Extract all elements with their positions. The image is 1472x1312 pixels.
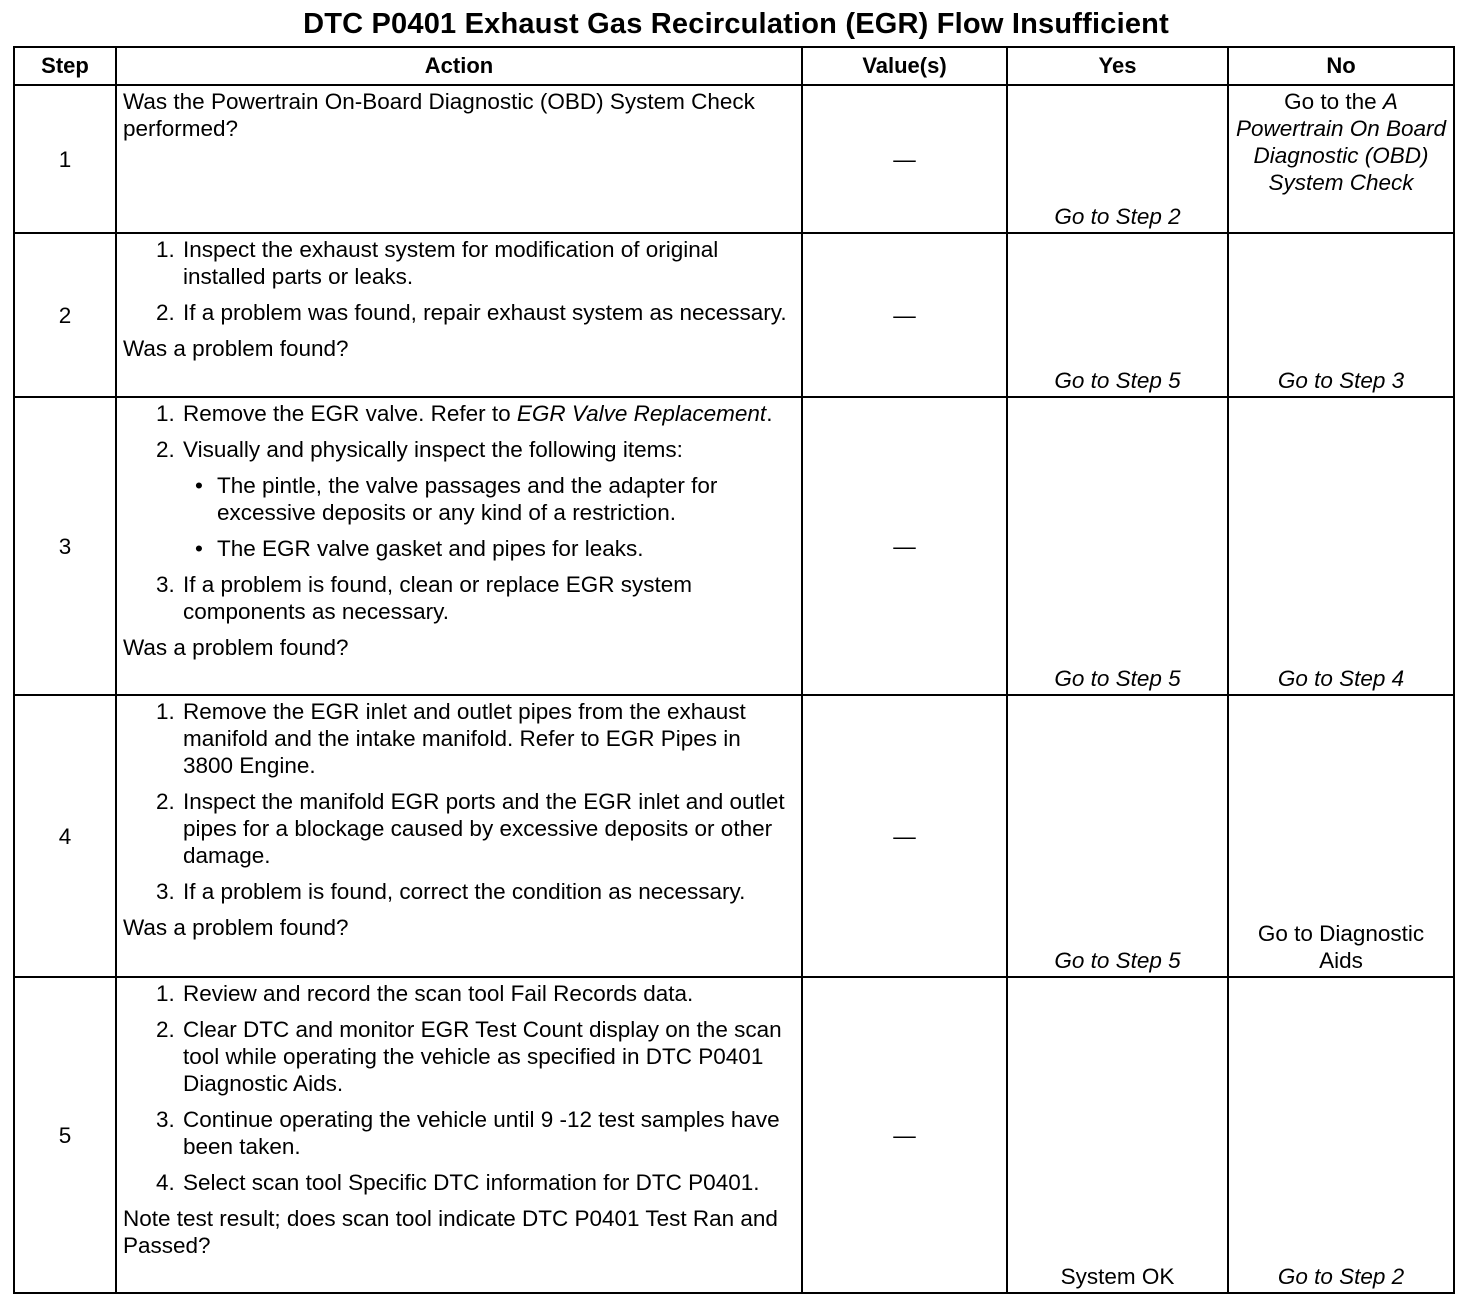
value-cell: — [802,397,1007,695]
bullet-item: • The EGR valve gasket and pipes for leaks. [217,535,795,562]
action-item: 2. If a problem was found, repair exhaust system as necessary. [181,299,795,326]
step-number: 1 [14,85,116,233]
yes-cell: Go to Step 5 [1007,695,1228,977]
table-row [14,85,1454,233]
step-number: 5 [14,977,116,1293]
action-text: Visually and physically inspect the following items: [183,437,683,462]
action-item: 3. If a problem is found, correct the condition as necessary. [181,878,795,905]
action-text: . [766,401,773,426]
action-item: 1. Inspect the exhaust system for modification of original installed parts or leaks. [181,236,795,290]
table-header-row [14,47,1454,85]
header-yes: Yes [1007,47,1228,85]
action-item [181,436,795,562]
page-title: DTC P0401 Exhaust Gas Recirculation (EGR) Flow Insufficient [303,8,1169,40]
action-item: 1. Remove the EGR inlet and outlet pipes from the exhaust manifold and the intake manifold. Refer to EGR Pipes in 3800 Engine. [181,698,795,779]
action-item: 2. Inspect the manifold EGR ports and the EGR inlet and outlet pipes for a blockage caused by excessive deposits or other damage. [181,788,795,869]
no-cell [1228,85,1454,233]
header-values: Value(s) [802,47,1007,85]
step-number: 4 [14,695,116,977]
bullet-list [183,472,795,562]
no-cell: Go to Step 3 [1228,233,1454,397]
action-list [123,236,795,326]
action-item: 4. Select scan tool Specific DTC information for DTC P0401. [181,1169,795,1196]
step-number: 2 [14,233,116,397]
no-cell: Go to Diagnostic Aids [1228,695,1454,977]
action-question: Was a problem found? [123,915,349,940]
action-cell [116,85,802,233]
action-question: Was a problem found? [123,635,349,660]
reference-link-text: EGR Valve Replacement [516,401,767,426]
table-row [14,397,1454,695]
header-no: No [1228,47,1454,85]
diagnostic-table [13,46,1455,1294]
action-cell [116,397,802,695]
action-item: 3. Continue operating the vehicle until 9 -12 test samples have been taken. [181,1106,795,1160]
no-reference: A Powertrain On Board Diagnostic (OBD) System Check [1235,89,1447,195]
action-question: Note test result; does scan tool indicate DTC P0401 Test Ran and Passed? [123,1206,778,1258]
action-question: Was a problem found? [123,336,349,361]
action-item: 3. If a problem is found, clean or replace EGR system components as necessary. [181,571,795,625]
action-item [181,400,795,427]
value-cell: — [802,85,1007,233]
no-cell: Go to Step 2 [1228,977,1454,1293]
action-text: Remove the EGR valve. Refer to [183,401,511,426]
action-list [123,400,795,625]
no-prefix: Go to the [1284,89,1377,114]
no-cell: Go to Step 4 [1228,397,1454,695]
header-action: Action [116,47,802,85]
yes-cell: Go to Step 2 [1007,85,1228,233]
bullet-item: • The pintle, the valve passages and the adapter for excessive deposits or any kind of a restriction. [217,472,795,526]
value-cell: — [802,233,1007,397]
yes-cell: Go to Step 5 [1007,233,1228,397]
action-question: Was the Powertrain On-Board Diagnostic (OBD) System Check performed? [123,89,755,141]
yes-cell: System OK [1007,977,1228,1293]
table-row [14,233,1454,397]
action-cell [116,695,802,977]
action-list [123,698,795,905]
table-row [14,977,1454,1293]
value-cell: — [802,695,1007,977]
value-cell: — [802,977,1007,1293]
action-item: 1. Review and record the scan tool Fail Records data. [181,980,795,1007]
action-cell [116,233,802,397]
yes-cell: Go to Step 5 [1007,397,1228,695]
header-step: Step [14,47,116,85]
action-item: 2. Clear DTC and monitor EGR Test Count display on the scan tool while operating the vehicle as specified in DTC P0401 Diagnostic Aids. [181,1016,795,1097]
step-number: 3 [14,397,116,695]
table-row [14,695,1454,977]
action-list [123,980,795,1196]
action-cell [116,977,802,1293]
